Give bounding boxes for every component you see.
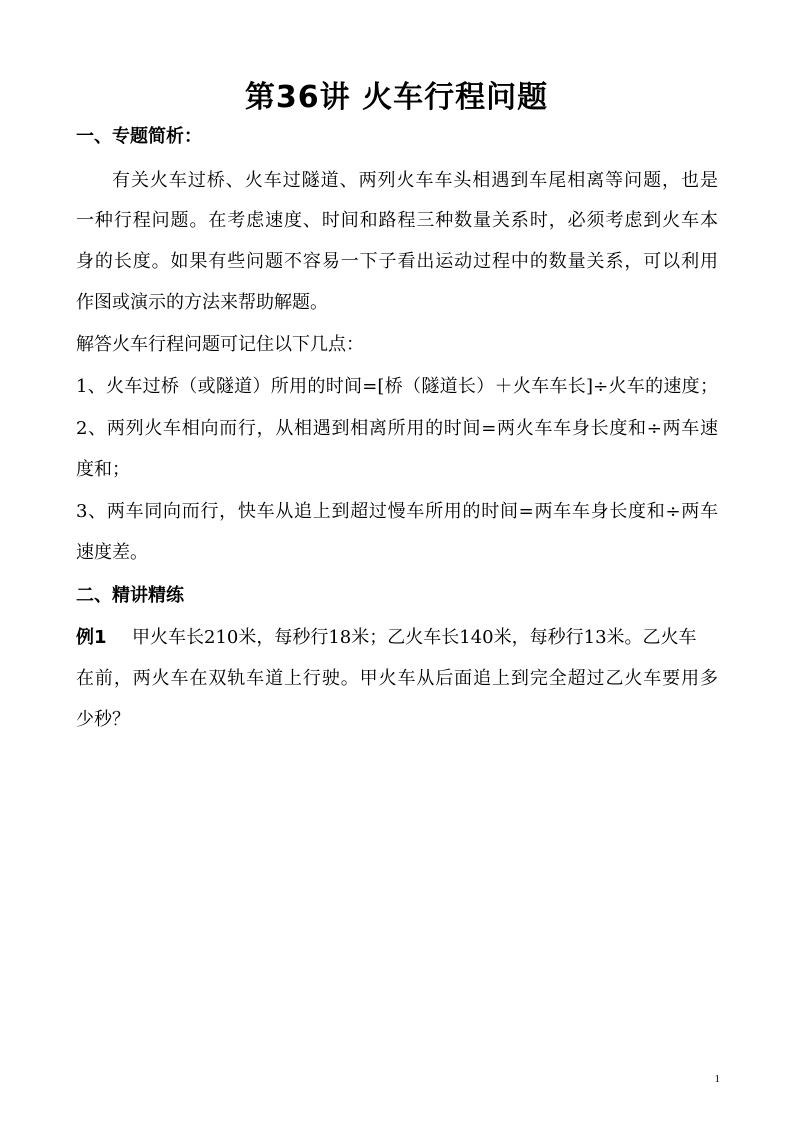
page-title: 第36讲 火车行程问题 (244, 80, 549, 115)
points-intro: 解答火车行程问题可记住以下几点： (76, 334, 364, 355)
example-1-label: 例1 (76, 627, 107, 648)
example-1-text: 甲火车长210米，每秒行18米；乙火车长140米，每秒行13米。乙火车 (132, 627, 697, 648)
point-2-line-1: 2、两列火车相向而行，从相遇到相离所用的时间=两火车车身长度和÷两车速 (76, 418, 718, 439)
example-1-line-1 (76, 626, 718, 650)
section-heading-practice: 二、精讲精练 (76, 585, 184, 606)
page-number: 1 (714, 1073, 720, 1085)
point-2-line-2: 度和； (76, 459, 130, 480)
section-heading-analysis: 一、专题简析： (76, 126, 202, 147)
point-3-line-1: 3、两车同向而行，快车从追上到超过慢车所用的时间=两车车身长度和÷两车 (76, 501, 718, 522)
point-1: 1、火车过桥（或隧道）所用的时间=[桥（隧道长）＋火车车长]÷火车的速度； (76, 376, 718, 397)
example-1-line-2: 在前，两火车在双轨车道上行驶。甲火车从后面追上到完全超过乙火车要用多 (76, 668, 718, 689)
point-3-line-2: 速度差。 (76, 542, 148, 563)
intro-paragraph-line-2: 一种行程问题。在考虑速度、时间和路程三种数量关系时，必须考虑到火车本 (76, 210, 718, 231)
intro-paragraph-line-4: 作图或演示的方法来帮助解题。 (76, 292, 328, 313)
intro-paragraph-line-3: 身的长度。如果有些问题不容易一下子看出运动过程中的数量关系，可以利用 (76, 251, 718, 272)
example-1-line-3: 少秒？ (76, 709, 130, 730)
intro-paragraph-line-1: 有关火车过桥、火车过隧道、两列火车车头相遇到车尾相离等问题，也是 (112, 170, 718, 191)
